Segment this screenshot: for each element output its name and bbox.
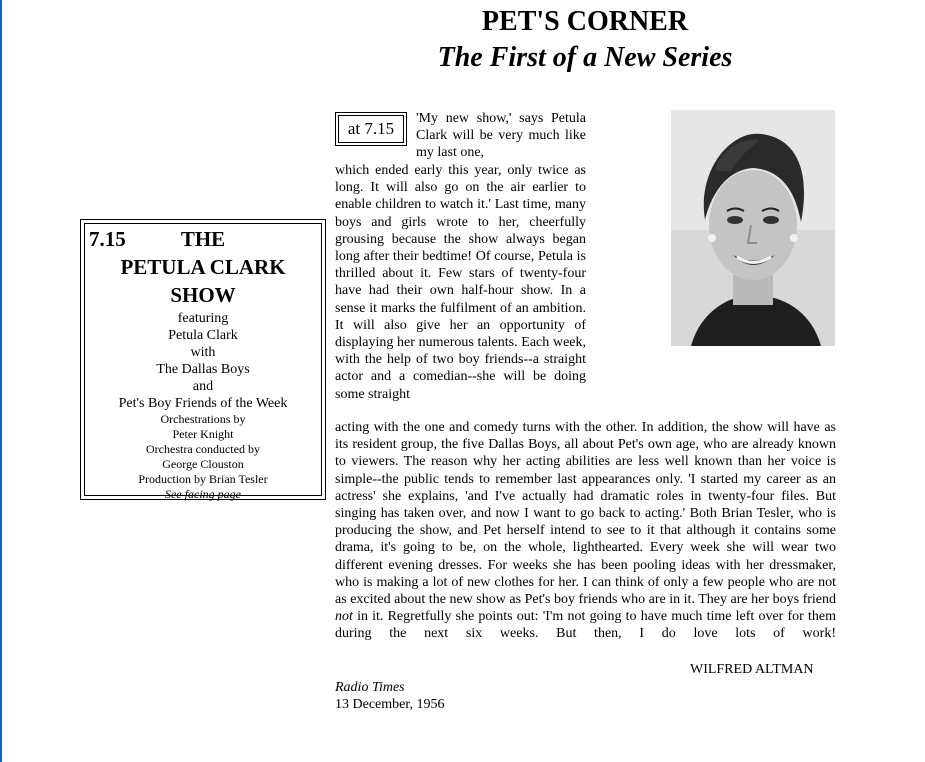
listing-group: The Dallas Boys xyxy=(156,362,250,377)
listing-production: Production by Brian Tesler xyxy=(138,472,268,486)
listing-orchestra-label: Orchestra conducted by xyxy=(146,442,260,456)
listing-title-line3: SHOW xyxy=(170,283,236,307)
article-column-full xyxy=(335,419,836,660)
listing-featuring: featuring xyxy=(177,311,229,326)
time-badge xyxy=(335,112,407,146)
page-edge-line xyxy=(0,0,2,762)
listing-time: 7.15 xyxy=(89,227,126,251)
listing-title-line1: THE xyxy=(180,227,226,251)
page-subtitle: The First of a New Series xyxy=(437,42,733,73)
portrait-illustration xyxy=(671,110,835,346)
article-column-top: 'My new show,' says Petula Clark will be very much like my last one, xyxy=(416,111,586,161)
programme-listing-inner xyxy=(84,223,322,501)
listing-see-facing: See facing page xyxy=(165,487,241,501)
time-badge-label: at 7.15 xyxy=(338,115,404,143)
listing-with: with xyxy=(190,345,216,360)
listing-and: and xyxy=(192,379,214,394)
listing-orchestrations-label: Orchestrations by xyxy=(160,412,246,426)
article-emphasis-not: not xyxy=(335,609,353,625)
listing-friends: Pet's Boy Friends of the Week xyxy=(118,396,288,411)
listing-heading xyxy=(85,226,321,252)
listing-orchestrations-name: Peter Knight xyxy=(172,427,234,441)
listing-title-line2: PETULA CLARK xyxy=(120,255,286,279)
listing-orchestra-name: George Clouston xyxy=(162,457,244,471)
article-text-part-b: in it. Regretfully she points out: 'I'm not going to have much time left over for them during the next six weeks. But then, I do love lots of work! xyxy=(335,609,837,642)
source-publication: Radio Times xyxy=(335,680,405,695)
listing-star: Petula Clark xyxy=(168,328,238,343)
article-text-part-a: acting with the one and comedy turns with the other. In addition, the show will have as its resident group, the five Dallas Boys, all about Pet's own age, who are already known to viewers. The reason why her acting abilities are less well known than her voice is simple--the public tends to remember last appearances only. 'I started my career as an actress' she explains, 'and I've actually had dramatic roles in twenty-four files. But singing has taken over, and now I want to go back to acting.' Both Brian Tesler, who is producing the show, and Pet herself intend to see to it that although it contains some drama, it's going to be, on the whole, lighthearted. Every week she will wear two different evening dresses. For weeks she has been pooling ideas with her dressmaker, who is making a lot of new clothes for her. I can think of only a few people who are not as excited about the new show as Pet's boy friends who are in it. They are her boys friend xyxy=(335,420,836,608)
author-signature: WILFRED ALTMAN xyxy=(690,662,814,677)
article-column-middle: which ended early this year, only twice as long. It will also go on the air earlier to enable children to watch it.' Last time, many boys and girls wrote to her, cheerfully grousing because the show always began long after their bedtime! Of course, Petula is thrilled about it. Few stars of twenty-four have had their own half-hour show. In a sense it marks the fulfilment of an ambition. It will also give her an opportunity of displaying her numerous talents. Each week, with the help of two boy friends--a straight actor and a comedian--she will be doing some straight xyxy=(335,163,586,402)
portrait-photo xyxy=(671,110,835,346)
source-date: 13 December, 1956 xyxy=(335,697,445,712)
page-title: PET'S CORNER xyxy=(481,6,689,37)
programme-listing-box xyxy=(80,219,326,500)
